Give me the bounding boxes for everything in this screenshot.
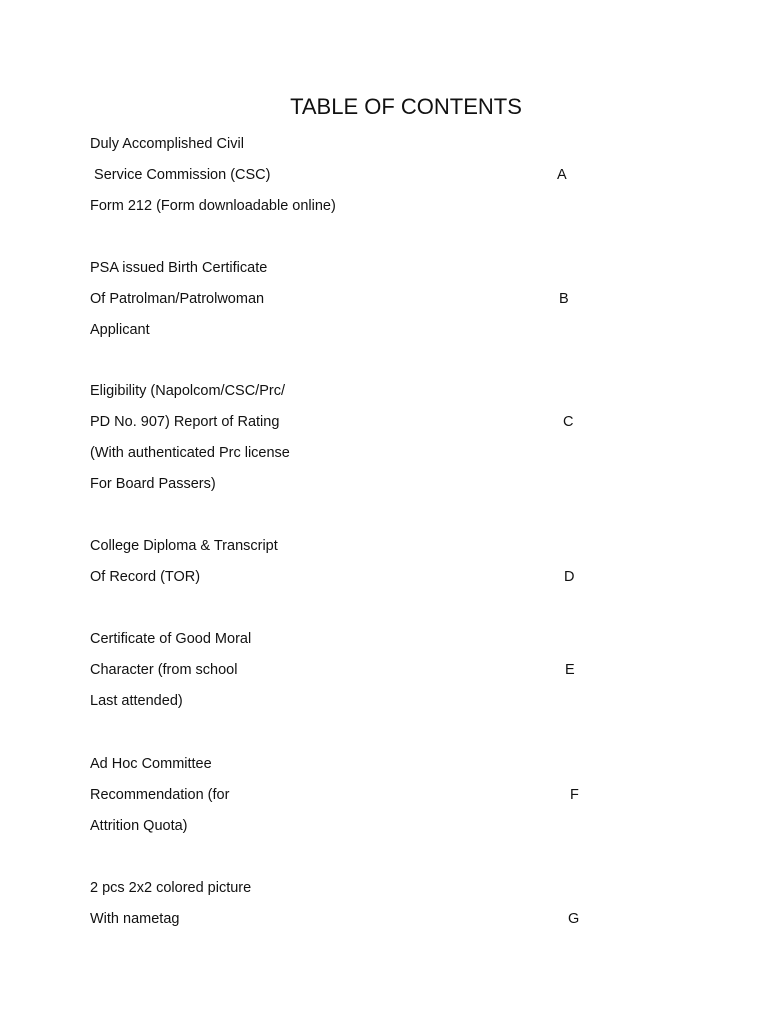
- entry-line: For Board Passers): [90, 476, 216, 492]
- entry-letter: F: [570, 787, 579, 803]
- page-title: TABLE OF CONTENTS: [290, 94, 522, 119]
- entry-letter: A: [557, 167, 567, 183]
- entry-letter: D: [564, 569, 575, 585]
- entry-line: Form 212 (Form downloadable online): [90, 198, 336, 214]
- entry-line: Service Commission (CSC): [90, 167, 271, 183]
- entry-line: Of Record (TOR): [90, 569, 201, 585]
- entry-line: 2 pcs 2x2 colored picture: [90, 880, 252, 896]
- entry-line: Recommendation (for: [90, 787, 230, 803]
- entry-line: Ad Hoc Committee: [90, 756, 212, 772]
- entry-line: Certificate of Good Moral: [90, 631, 252, 647]
- entry-line: With nametag: [90, 911, 180, 927]
- entry-line: Applicant: [90, 322, 150, 338]
- entry-line: College Diploma & Transcript: [90, 538, 278, 554]
- entry-line: PD No. 907) Report of Rating: [90, 414, 280, 430]
- entry-letter: C: [563, 414, 574, 430]
- entry-letter: B: [559, 291, 569, 307]
- entry-line: PSA issued Birth Certificate: [90, 260, 268, 276]
- entry-line: Attrition Quota): [90, 818, 188, 834]
- entry-letter: E: [565, 662, 575, 678]
- entry-line: Duly Accomplished Civil: [90, 136, 244, 152]
- entry-line: Last attended): [90, 693, 183, 709]
- entry-line: Eligibility (Napolcom/CSC/Prc/: [90, 383, 285, 399]
- entry-letter: G: [568, 911, 580, 927]
- entry-line: (With authenticated Prc license: [90, 445, 290, 461]
- entry-line: Of Patrolman/Patrolwoman: [90, 291, 265, 307]
- entry-line: Character (from school: [90, 662, 238, 678]
